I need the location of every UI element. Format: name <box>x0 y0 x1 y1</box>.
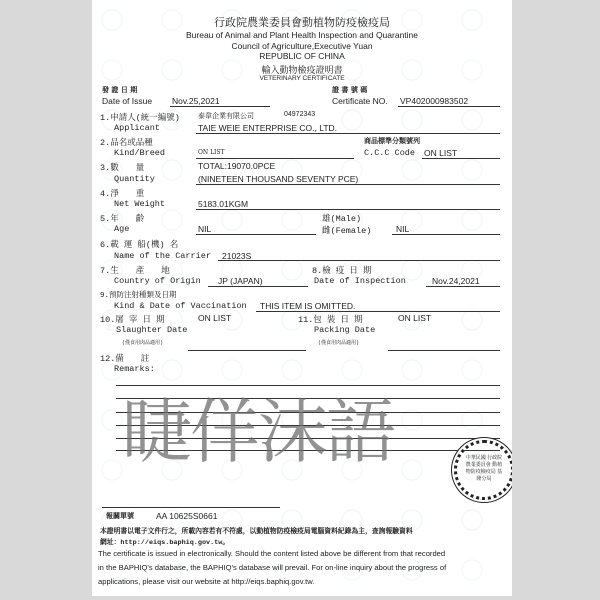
council: Council of Agriculture,Executive Yuan <box>231 41 373 51</box>
carrier-label-en: Name of the Carrier <box>114 251 211 261</box>
packing-label-zh: 11.包 裝 日 期 <box>298 315 363 325</box>
line <box>398 106 500 107</box>
inspection-label-en: Date of Inspection <box>314 276 406 286</box>
country: REPUBLIC OF CHINA <box>259 51 345 61</box>
packing-value: ON LIST <box>398 313 432 323</box>
sex-value: NIL <box>396 224 410 234</box>
line <box>170 106 270 107</box>
line <box>392 234 500 235</box>
issue-date: Nov.25,2021 <box>172 96 220 106</box>
carrier-value: 21023S <box>222 251 252 261</box>
kind-label-zh: 2.品名或品種 <box>100 138 153 148</box>
slaughter-note: (僅食用肉品適用) <box>122 340 164 346</box>
note-en-3: applications, please visit our website at http://eiqs.baphiq.gov.tw. <box>98 577 315 586</box>
inspection-label-zh: 8.檢 疫 日 期 <box>312 266 372 276</box>
issue-label-en: Date of Issue <box>102 96 153 106</box>
cert-label-en: Certificate NO. <box>332 96 388 106</box>
agency-en: Bureau of Animal and Plant Health Inspection and Quarantine <box>185 30 418 40</box>
line <box>422 158 500 159</box>
ccc-label: C.C.C Code <box>364 148 416 158</box>
note-en-2: in the BAPHIQ's database, the BAPHIQ's database will prevail. For on-line inquiry about the progress of <box>98 563 447 572</box>
customs-number: AA 10625S0661 <box>156 511 218 521</box>
watermark: 睫佯沫語 <box>122 391 394 473</box>
female-label: 雌(Female) <box>322 226 372 236</box>
weight-label-en: Net Weight <box>114 199 166 209</box>
line <box>188 350 306 351</box>
age-label-en: Age <box>114 224 130 234</box>
line <box>208 286 308 287</box>
origin-label-zh: 7.生 產 地 <box>100 266 170 276</box>
packing-label-en: Packing Date <box>314 325 376 335</box>
carrier-label-zh: 6.載 運 船(機) 名 <box>100 240 179 250</box>
note-zh-1: 本證明書以電子文件行之，所載內容若有不符處，以動植物防疫檢疫局電腦資料紀錄為主，查詢報驗資料 <box>100 528 413 536</box>
remarks-label-zh: 12.備 註 <box>100 354 150 364</box>
seal-text: 中華民國 行政院農業委員會 動植物防疫檢疫局 基隆分局 <box>465 455 503 482</box>
kind-value: ON LIST <box>198 149 225 156</box>
line <box>388 350 500 351</box>
applicant-id: 04972343 <box>284 111 316 118</box>
ccc-value: ON LIST <box>424 148 458 158</box>
line <box>426 286 500 287</box>
note-zh-2: 網址：http://eiqs.baphiq.gov.tw。 <box>100 539 230 547</box>
line <box>196 158 354 159</box>
line <box>218 260 500 261</box>
vaccination-value: THIS ITEM IS OMITTED. <box>260 301 356 311</box>
line <box>196 184 500 185</box>
cert-label-zh: 證 書 號 碼 <box>332 85 368 94</box>
cert-number: VP402000983502 <box>400 96 469 106</box>
applicant-label-en: Applicant <box>114 123 160 133</box>
title-en: VETERINARY CERTIFICATE <box>259 75 345 82</box>
quantity-words: (NINETEEN THOUSAND SEVENTY PCE) <box>198 174 359 184</box>
line <box>102 507 280 508</box>
quantity-label-zh: 3.數 量 <box>100 163 145 173</box>
customs-label: 報關單號 <box>106 513 134 521</box>
issue-label-zh: 發 證 日 期 <box>102 85 138 94</box>
ccc-label-zh: 商品標準分類號列 <box>364 138 420 146</box>
slaughter-label-en: Slaughter Date <box>116 325 188 335</box>
line <box>196 234 316 235</box>
weight-value: 5183.01KGM <box>198 199 249 209</box>
slaughter-label-zh: 10.屠 宰 日 期 <box>100 315 165 325</box>
origin-label-en: Country of Origin <box>114 276 201 286</box>
agency-zh: 行政院農業委員會動植物防疫檢疫局 <box>214 16 390 29</box>
line <box>256 311 500 312</box>
title-zh: 輸入動物檢疫證明書 <box>261 66 343 76</box>
slaughter-value: ON LIST <box>198 313 232 323</box>
inspection-date: Nov.24,2021 <box>432 276 480 286</box>
applicant-label-zh: 1.申請人(統一編號) <box>100 113 180 123</box>
age-label-zh: 5.年 齡 <box>100 214 145 224</box>
packing-note: (僅食用肉品適用) <box>318 340 360 346</box>
line <box>196 209 500 210</box>
applicant-value: TAIE WEIE ENTERPRISE CO., LTD. <box>198 123 338 133</box>
origin-value: JP (JAPAN) <box>218 276 263 286</box>
official-seal <box>454 440 512 500</box>
certificate-page <box>92 0 512 596</box>
applicant-name-zh: 泰韋企業有限公司 <box>198 113 254 120</box>
quantity-label-en: Quantity <box>114 174 155 184</box>
vaccination-label-en: Kind & Date of Vaccination <box>114 301 247 311</box>
age-value: NIL <box>198 224 212 234</box>
weight-label-zh: 4.淨 重 <box>100 189 145 199</box>
kind-label-en: Kind/Breed <box>114 148 166 158</box>
note-en-1: The certificate is issued in electronically. Should the content listed above be different from that recorded <box>98 549 446 558</box>
remarks-label-en: Remarks: <box>114 364 155 374</box>
male-label: 雄(Male) <box>322 214 362 224</box>
remarks-line <box>116 385 500 386</box>
quantity-value: TOTAL:19070.0PCE <box>198 161 276 171</box>
line <box>196 133 500 134</box>
vaccination-label-zh: 9.預防注射種類及日期 <box>100 292 177 300</box>
